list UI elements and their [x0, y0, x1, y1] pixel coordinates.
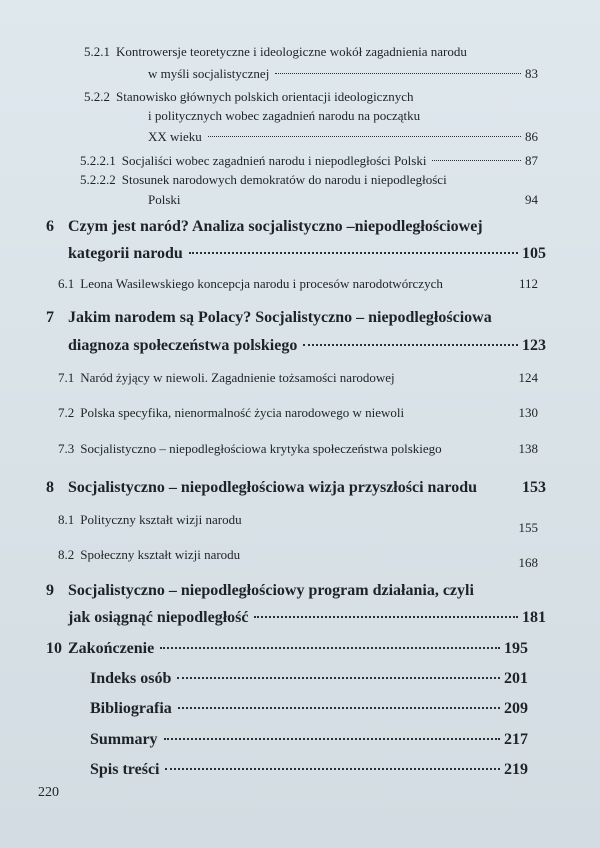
page-number: 123: [522, 337, 546, 354]
page-number: 181: [522, 609, 546, 626]
toc-entry-5-2-2-line2: [148, 108, 420, 124]
leader-space: [483, 472, 518, 488]
leader-space: [187, 187, 521, 200]
entry-number: 7.2: [58, 405, 75, 420]
entry-number: 5.2.2.1: [80, 153, 116, 168]
chapter-title: Zakończenie: [68, 640, 155, 657]
leader-space: [448, 436, 515, 449]
page-number: 168: [518, 555, 538, 570]
entry-number: 8.1: [58, 512, 75, 527]
page-number: 201: [504, 670, 528, 687]
page-number: 112: [518, 276, 538, 291]
toc-entry-7-3: [58, 440, 538, 457]
dot-leader: [189, 236, 518, 254]
toc-entry-6-1: [58, 275, 538, 292]
entry-title-cont: w myśli socjalistycznej: [148, 66, 270, 81]
toc-chapter-7-line2: [68, 332, 546, 355]
toc-indeks: [90, 665, 528, 688]
entry-number: 7.3: [58, 441, 75, 456]
entry-title: Polityczny kształt wizji narodu: [80, 512, 242, 527]
toc-chapter-8: [46, 476, 546, 497]
entry-title: Społeczny kształt wizji narodu: [80, 547, 241, 562]
toc-summary: [90, 726, 528, 749]
toc-chapter-10: [46, 635, 528, 658]
toc-entry-8-1: [58, 511, 538, 535]
page-number: 83: [525, 66, 538, 81]
dot-leader: [254, 600, 518, 618]
toc-entry-7-2: [58, 404, 538, 421]
footer-page-number: 220: [38, 785, 59, 800]
toc-chapter-9-line2: [68, 604, 546, 627]
toc-chapter-9: [46, 582, 474, 600]
entry-title: Stanowisko głównych polskich orientacji ideologicznych: [116, 89, 414, 104]
page-number: 138: [518, 441, 538, 456]
dot-leader: [432, 147, 521, 161]
entry-title: Naród żyjący w niewoli. Zagadnienie tożsamości narodowej: [80, 370, 395, 385]
toc-entry-8-2: [58, 546, 538, 570]
entry-number: 5.2.2.2: [80, 172, 116, 187]
leader-space: [248, 507, 515, 520]
back-matter-title: Summary: [90, 731, 158, 748]
entry-title: Leona Wasilewskiego koncepcja narodu i procesów narodotwórczych: [80, 276, 443, 291]
entry-title: Socjaliści wobec zagadnień narodu i niepodległości Polski: [121, 153, 427, 168]
chapter-title-cont: jak osiągnąć niepodległość: [68, 609, 249, 626]
leader-space: [246, 542, 514, 555]
toc-chapter-7: [46, 309, 492, 327]
toc-entry-5-2-2: [84, 89, 414, 105]
back-matter-title: Indeks osób: [90, 670, 172, 687]
toc-spis-tresci: [90, 756, 528, 779]
chapter-title: Socjalistyczno – niepodległościowy program działania, czyli: [68, 582, 474, 599]
page-number: 105: [522, 245, 546, 262]
chapter-number: 9: [46, 582, 54, 599]
page-number: 87: [525, 153, 538, 168]
dot-leader: [178, 691, 500, 709]
chapter-number: 6: [46, 218, 54, 235]
toc-entry-5-2-1: [84, 44, 467, 60]
chapter-title: Socjalistyczno – niepodległościowa wizja przyszłości narodu: [68, 479, 478, 496]
entry-number: 6.1: [58, 276, 75, 291]
entry-number: 5.2.2: [84, 89, 110, 104]
toc-entry-5-2-2-line3: [148, 127, 538, 145]
page-number: 130: [518, 405, 538, 420]
leader-space: [401, 365, 515, 378]
chapter-title-cont: diagnoza społeczeństwa polskiego: [68, 337, 298, 354]
page-number: 217: [504, 731, 528, 748]
back-matter-title: Spis treści: [90, 761, 160, 778]
chapter-number: 8: [46, 479, 54, 496]
entry-title: Kontrowersje teoretyczne i ideologiczne wokół zagadnienia narodu: [116, 44, 467, 59]
chapter-title: Jakim narodem są Polacy? Socjalistyczno – niepodległościowa: [68, 309, 492, 326]
entry-title-cont: Polski: [148, 192, 181, 207]
page-number: 219: [504, 761, 528, 778]
back-matter-title: Bibliografia: [90, 700, 172, 717]
chapter-number: 7: [46, 309, 54, 326]
dot-leader: [303, 328, 518, 346]
toc-entry-5-2-2-1: [80, 151, 538, 169]
toc-chapter-6-line2: [68, 240, 546, 263]
page-number: 209: [504, 700, 528, 717]
chapter-title-cont: kategorii narodu: [68, 245, 183, 262]
page-number: 155: [518, 520, 538, 535]
dot-leader: [208, 123, 521, 137]
entry-title-cont: XX wieku: [148, 129, 202, 144]
entry-number: 7.1: [58, 370, 75, 385]
page-number: 195: [504, 640, 528, 657]
dot-leader: [160, 631, 500, 649]
dot-leader: [165, 752, 500, 770]
page-number: 124: [518, 370, 538, 385]
entry-number: 8.2: [58, 547, 75, 562]
entry-number: 5.2.1: [84, 44, 110, 59]
toc-entry-7-1: [58, 369, 538, 386]
dot-leader: [177, 661, 500, 679]
chapter-number: 10: [46, 640, 62, 657]
entry-title: Stosunek narodowych demokratów do narodu i niepodległości: [121, 172, 447, 187]
entry-title: Polska specyfika, nienormalność życia narodowego w niewoli: [80, 405, 405, 420]
toc-entry-5-2-2-2: [80, 172, 447, 188]
chapter-title: Czym jest naród? Analiza socjalistyczno –niepodległościowej: [68, 218, 483, 235]
toc-chapter-6: [46, 218, 483, 236]
entry-title: Socjalistyczno – niepodległościowa krytyka społeczeństwa polskiego: [80, 441, 442, 456]
leader-space: [449, 271, 515, 284]
dot-leader: [275, 60, 521, 74]
toc-entry-5-2-2-2-line2: [148, 191, 538, 208]
page-number: 86: [525, 129, 538, 144]
dot-leader: [164, 722, 500, 740]
page-number: 153: [522, 479, 546, 496]
leader-space: [410, 400, 514, 413]
toc-entry-5-2-1-line2: [148, 64, 538, 82]
toc-bibliografia: [90, 695, 528, 718]
entry-title-cont: i politycznych wobec zagadnień narodu na początku: [148, 108, 421, 123]
page-number: 94: [525, 192, 538, 207]
